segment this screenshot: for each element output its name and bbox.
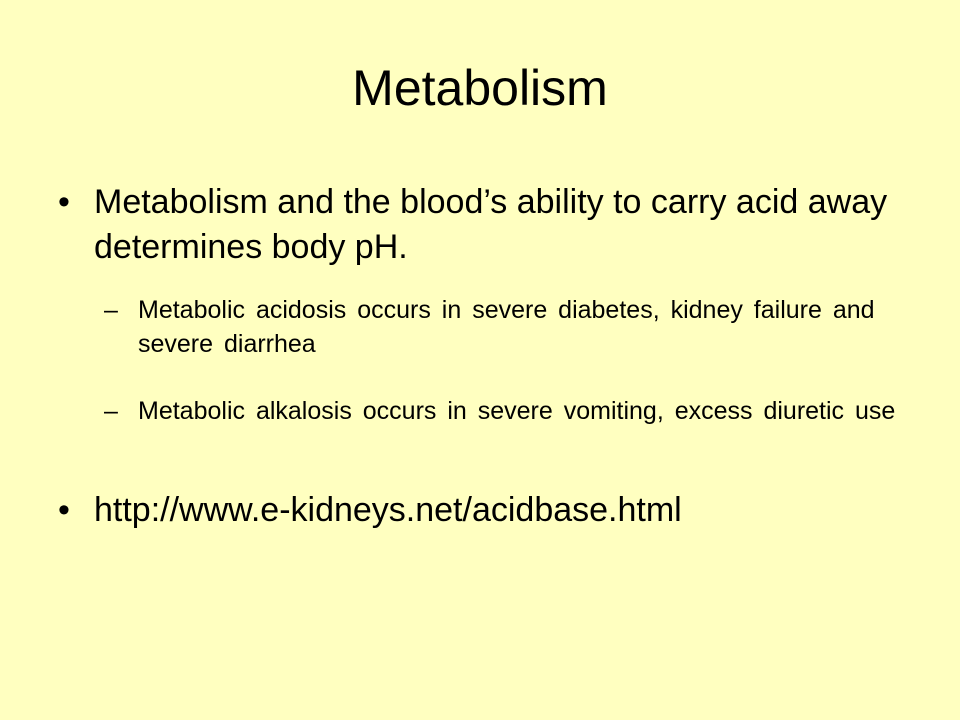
url-text[interactable]: http://www.e-kidneys.net/acidbase.html [94, 491, 682, 529]
bullet-item [58, 180, 908, 270]
sub-bullet-item [104, 293, 904, 361]
slide-title: Metabolism [352, 60, 608, 116]
sub-bullet-marker: – [104, 397, 118, 425]
sub-bullet-marker: – [104, 296, 118, 324]
sub-bullet-text: Metabolic alkalosis occurs in severe vomiting, excess diuretic use [138, 397, 896, 425]
bullet-marker: • [58, 491, 70, 529]
bullet-item-link[interactable] [58, 488, 908, 533]
bullet-text: Metabolism and the blood’s ability to carry acid away determines body pH. [94, 183, 888, 266]
sub-bullet-text: Metabolic acidosis occurs in severe diabetes, kidney failure and severe diarrhea [138, 296, 875, 358]
bullet-marker: • [58, 183, 70, 221]
sub-bullet-item [104, 394, 904, 428]
